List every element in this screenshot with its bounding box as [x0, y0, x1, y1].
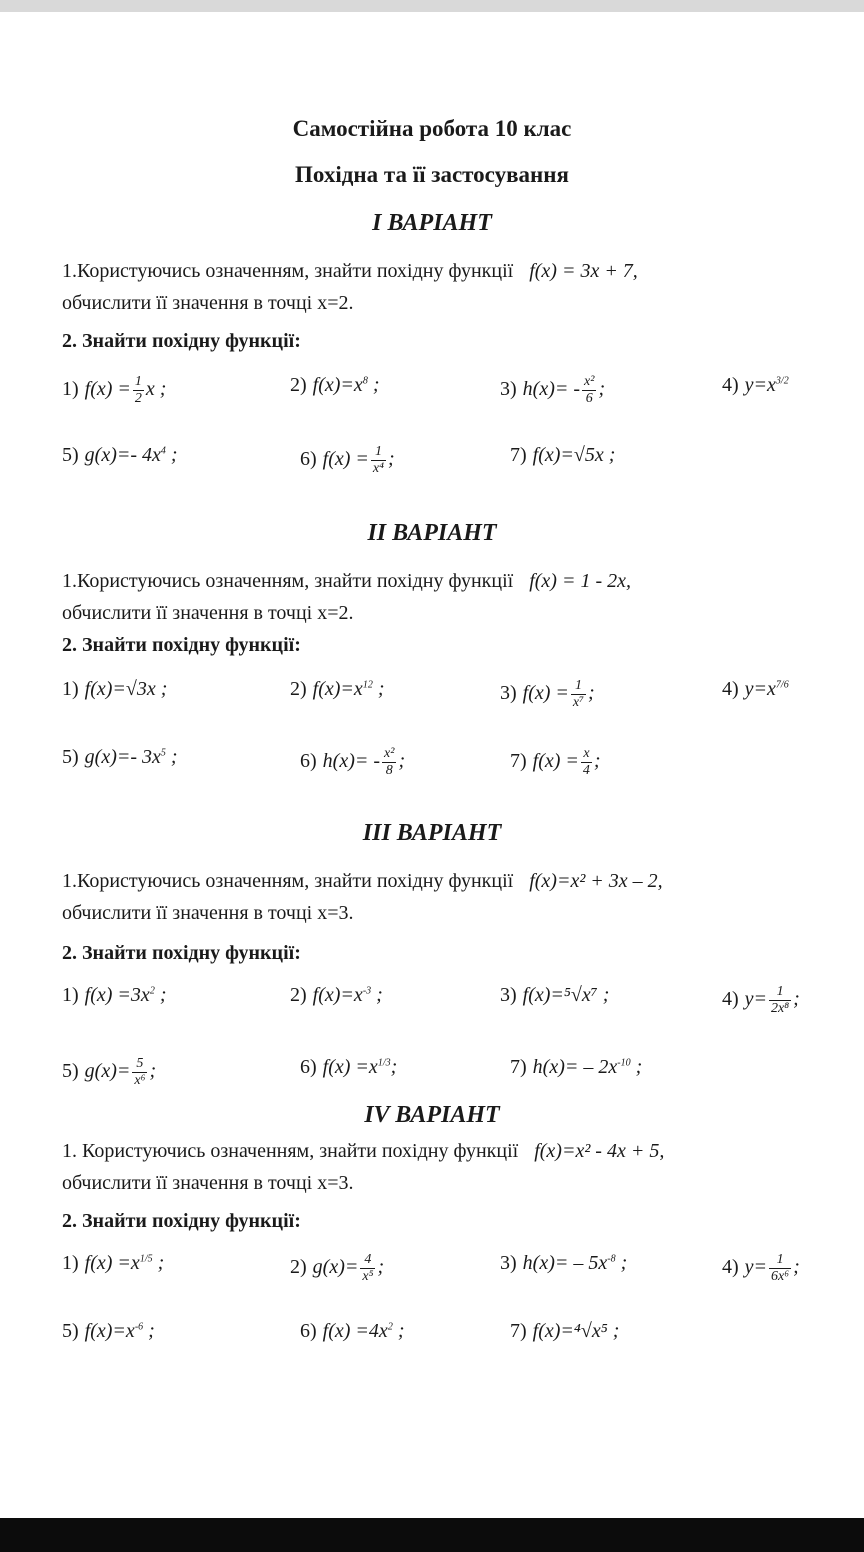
fraction [382, 746, 396, 779]
exercise-item [300, 1056, 397, 1079]
exercise-terminator: ; [793, 1256, 800, 1279]
fraction [582, 374, 596, 407]
exercise-terminator: ; [155, 678, 168, 700]
exercise-terminator: ; [377, 1256, 385, 1279]
exercise-item [300, 444, 395, 477]
exercise-number: 5) [62, 1060, 79, 1083]
task1-statement: 1.Користуючись означенням, знайти похідну функції [62, 870, 514, 892]
exercise-item [510, 444, 615, 467]
exercise-number: 5) [62, 746, 79, 768]
exponent: 1/3 [377, 1057, 391, 1069]
exercise-terminator: ; [367, 374, 380, 396]
exercise-expression: f(x) =4x [322, 1320, 388, 1342]
exercise-terminator: ; [390, 1056, 398, 1078]
variant-heading: IV ВАРІАНТ [364, 1102, 500, 1128]
exercise-terminator: ; [630, 1056, 643, 1078]
fraction [132, 1056, 147, 1089]
exercise-number: 4) [722, 1256, 739, 1279]
numerator: x [581, 746, 592, 763]
exercise-number: 4) [722, 988, 739, 1011]
exercise-item [510, 1320, 619, 1343]
exponent: -10 [617, 1057, 631, 1069]
exercise-number: 5) [62, 1320, 79, 1342]
task1-statement: 1.Користуючись означенням, знайти похідну функції [62, 570, 514, 592]
exercise-number: 5) [62, 444, 79, 466]
numerator: 1 [769, 1252, 791, 1269]
exercise-expression: f(x)=⁴√x⁵ [532, 1320, 608, 1342]
exercise-item [62, 374, 166, 407]
exercise-terminator: ; [152, 1252, 165, 1274]
exercise-item [500, 374, 605, 407]
denominator: 2 [134, 391, 142, 406]
exercise-number: 7) [510, 444, 527, 466]
task1-point: обчислити її значення в точці x=2. [62, 292, 354, 314]
exercise-expression: f(x) =3x [84, 984, 150, 1006]
task2-heading: 2. Знайти похідну функції: [62, 330, 301, 352]
task1-point: обчислити її значення в точці x=3. [62, 902, 354, 924]
exercise-expression: f(x) = [522, 682, 569, 705]
task1-statement: 1.Користуючись означенням, знайти похідну функції [62, 260, 514, 282]
exercise-terminator: ; [372, 678, 385, 700]
exercise-expression: g(x)=- 4x [84, 444, 161, 466]
exercise-terminator: ; [165, 444, 178, 466]
variant-heading: I ВАРІАНТ [372, 210, 492, 236]
exercise-terminator: ; [615, 1252, 628, 1274]
exercise-number: 2) [290, 984, 307, 1006]
exercise-expression: y=x [744, 374, 776, 396]
denominator: 6 [585, 391, 593, 406]
exercise-terminator: ; [143, 1320, 155, 1342]
document-title: Самостійна робота 10 клас [292, 116, 572, 141]
exercise-item [290, 1252, 384, 1285]
exercise-terminator: ; [603, 444, 616, 466]
exercise-number: 7) [510, 1056, 527, 1078]
exercise-terminator: ; [388, 448, 395, 471]
task1-point: обчислити її значення в точці x=3. [62, 1172, 354, 1194]
exercise-expression: h(x)= – 5x [522, 1252, 608, 1274]
fraction [769, 984, 791, 1017]
exercise-item [500, 1252, 627, 1275]
exercise-terminator: x ; [145, 378, 167, 401]
exercise-number: 3) [500, 378, 517, 401]
exercise-terminator: ; [392, 1320, 405, 1342]
exercise-expression: y= [744, 1256, 768, 1279]
denominator: x⁴ [372, 461, 385, 476]
exercise-expression: f(x)=x [312, 374, 363, 396]
exercise-item [62, 746, 178, 769]
exercise-expression: f(x)=x [312, 678, 363, 700]
exercise-item [500, 984, 609, 1007]
exercise-terminator: ; [598, 378, 606, 401]
task1-text [62, 570, 631, 593]
exercise-expression: f(x) = [532, 750, 579, 773]
exercise-item [62, 1320, 155, 1343]
denominator: x⁵ [362, 1269, 374, 1284]
fraction [133, 374, 144, 407]
task1-function: f(x)=x² + 3x – 2, [529, 870, 663, 892]
exponent: 7/6 [775, 679, 789, 691]
exercise-expression: h(x)= – 2x [532, 1056, 618, 1078]
exponent: -6 [134, 1321, 144, 1333]
exercise-expression: h(x)= - [322, 750, 381, 773]
exponent: 12 [362, 679, 373, 691]
exercise-expression: h(x)= - [522, 378, 581, 401]
numerator: 5 [132, 1056, 147, 1073]
task1-statement: 1. Користуючись означенням, знайти похідну функції [62, 1140, 519, 1162]
numerator: 1 [134, 374, 142, 389]
exercise-expression: y=x [744, 678, 776, 700]
exercise-terminator: ; [154, 984, 167, 1006]
exercise-number: 3) [500, 682, 517, 705]
exercise-expression: f(x)=√5x [532, 444, 604, 466]
numerator: 1 [371, 444, 386, 461]
exercise-expression: f(x) = [322, 448, 369, 471]
task2-heading: 2. Знайти похідну функції: [62, 1210, 301, 1232]
task1-function: f(x) = 3x + 7, [529, 260, 638, 282]
exercise-expression: f(x)=x [84, 1320, 135, 1342]
fraction [769, 1252, 791, 1285]
exercise-number: 2) [290, 1256, 307, 1279]
exponent: 2 [387, 1321, 393, 1333]
exponent: 3/2 [775, 375, 789, 387]
numerator: 1 [571, 678, 586, 695]
exercise-item [510, 746, 601, 779]
fraction [371, 444, 386, 477]
exercise-expression: g(x)= [312, 1256, 359, 1279]
exercise-number: 6) [300, 1056, 317, 1078]
numerator: 1 [769, 984, 791, 1001]
exponent: 8 [362, 375, 368, 387]
task1-text [62, 870, 663, 893]
variant-heading: II ВАРІАНТ [367, 520, 497, 546]
task1-text [62, 1140, 664, 1163]
denominator: x⁶ [134, 1073, 146, 1088]
exercise-terminator: ; [398, 750, 406, 773]
exercise-number: 1) [62, 378, 79, 401]
exercise-item [62, 1056, 156, 1089]
exercise-item [290, 374, 379, 397]
task1-function: f(x)=x² - 4x + 5, [534, 1140, 665, 1162]
exercise-number: 2) [290, 678, 307, 700]
exercise-expression: f(x)=x [312, 984, 363, 1006]
exercise-expression: f(x) =x [322, 1056, 378, 1078]
exercise-expression: f(x) =x [84, 1252, 140, 1274]
exercise-terminator: ; [793, 988, 800, 1011]
exponent: 4 [160, 445, 166, 457]
exercise-item [62, 678, 167, 701]
exercise-number: 7) [510, 750, 527, 773]
task1-point: обчислити її значення в точці x=2. [62, 602, 354, 624]
fraction [571, 678, 586, 711]
denominator: x⁷ [572, 695, 585, 710]
numerator: x² [584, 374, 595, 389]
exponent: -3 [362, 985, 372, 997]
exercise-expression: f(x) = [84, 378, 131, 401]
exercise-item [510, 1056, 642, 1079]
exercise-number: 3) [500, 984, 517, 1006]
exercise-item [290, 678, 384, 701]
exercise-terminator: ; [165, 746, 178, 768]
exercise-number: 4) [722, 678, 739, 700]
task2-heading: 2. Знайти похідну функції: [62, 942, 301, 964]
exercise-item [300, 746, 405, 779]
exercise-item [500, 678, 595, 711]
numerator: x² [384, 746, 395, 761]
exercise-number: 6) [300, 448, 317, 471]
fraction [581, 746, 592, 779]
exercise-number: 6) [300, 1320, 317, 1342]
variant-heading: III ВАРІАНТ [362, 820, 502, 846]
exercise-number: 6) [300, 750, 317, 773]
exercise-number: 1) [62, 678, 79, 700]
exercise-number: 3) [500, 1252, 517, 1274]
exercise-terminator: ; [607, 1320, 620, 1342]
exercise-number: 1) [62, 984, 79, 1006]
exercise-item [722, 1252, 800, 1285]
exponent: 5 [160, 747, 166, 759]
numerator: 4 [360, 1252, 375, 1269]
exercise-item [62, 984, 166, 1007]
exercise-item [62, 1252, 164, 1275]
exercise-item [722, 984, 800, 1017]
exercise-terminator: ; [149, 1060, 157, 1083]
task2-heading: 2. Знайти похідну функції: [62, 634, 301, 656]
fraction [360, 1252, 375, 1285]
exercise-item [722, 374, 789, 397]
exercise-expression: g(x)= [84, 1060, 131, 1083]
exponent: 1/5 [139, 1253, 153, 1265]
exercise-terminator: ; [593, 750, 601, 773]
exercise-expression: f(x)=⁵√x⁷ [522, 984, 598, 1006]
task1-function: f(x) = 1 - 2x, [529, 570, 631, 592]
exercise-terminator: ; [597, 984, 610, 1006]
exercise-item [722, 678, 789, 701]
exercise-expression: f(x)=√3x [84, 678, 156, 700]
exercise-terminator: ; [588, 682, 595, 705]
document-page [0, 12, 864, 1518]
bottom-bar [0, 1518, 864, 1552]
denominator: 2x⁸ [771, 1001, 790, 1016]
denominator: 4 [582, 763, 590, 778]
exercise-number: 4) [722, 374, 739, 396]
denominator: 8 [385, 763, 393, 778]
exercise-item [300, 1320, 404, 1343]
exercise-item [290, 984, 383, 1007]
exercise-number: 2) [290, 374, 307, 396]
exercise-item [62, 444, 178, 467]
exponent: -8 [607, 1253, 616, 1265]
top-bar [0, 0, 864, 12]
exercise-expression: g(x)=- 3x [84, 746, 161, 768]
exercise-number: 7) [510, 1320, 527, 1342]
exercise-number: 1) [62, 1252, 79, 1274]
exponent: 2 [149, 985, 155, 997]
document-subtitle: Похідна та її застосування [295, 162, 569, 187]
exercise-expression: y= [744, 988, 768, 1011]
task1-text [62, 260, 638, 283]
denominator: 6x⁶ [771, 1269, 790, 1284]
exercise-terminator: ; [371, 984, 383, 1006]
